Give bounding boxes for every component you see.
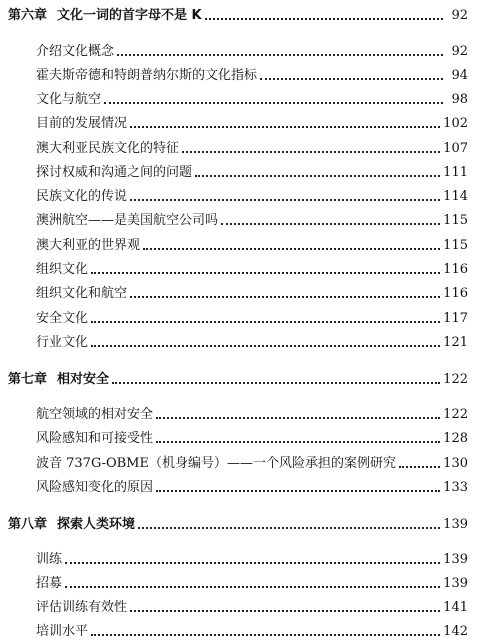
toc-entry (0, 452, 480, 472)
page-number: 117 (443, 311, 468, 326)
dot-leader (91, 307, 440, 323)
entry-title: 招募 (36, 576, 63, 591)
page-number: 139 (443, 576, 468, 591)
entry-title: 澳洲航空——是美国航空公司吗 (36, 213, 219, 228)
dot-leader (156, 427, 440, 443)
dot-leader (65, 572, 440, 588)
page-number: 92 (451, 8, 468, 23)
dot-leader (104, 88, 443, 104)
page-number: 141 (443, 600, 468, 615)
entry-title: 民族文化的传说 (36, 189, 128, 204)
toc-entry (0, 307, 480, 327)
dot-leader (156, 403, 440, 419)
page-number: 122 (443, 407, 468, 422)
toc-entry (0, 258, 480, 278)
toc-entry (0, 161, 480, 181)
chapter-name: 相对安全 (57, 372, 110, 387)
toc-entry (0, 476, 480, 496)
dot-leader (205, 4, 443, 20)
dot-leader (130, 596, 440, 612)
page-number: 92 (451, 44, 468, 59)
dot-leader (91, 258, 440, 274)
dot-leader (91, 620, 440, 636)
toc-entry (0, 403, 480, 423)
dot-leader (399, 452, 440, 468)
dot-leader (91, 331, 440, 347)
toc-entry (0, 548, 480, 568)
entry-title: 澳大利亚的世界观 (36, 238, 141, 253)
entry-title: 目前的发展情况 (36, 116, 128, 131)
chapter-heading (0, 513, 480, 533)
page-number: 94 (451, 68, 468, 83)
dot-leader (112, 368, 440, 384)
entry-title: 探讨权威和沟通之间的问题 (36, 165, 193, 180)
page-number: 142 (443, 624, 468, 639)
page-number: 98 (451, 92, 468, 107)
dot-leader (156, 476, 440, 492)
entry-title: 训练 (36, 552, 63, 567)
toc-entry (0, 427, 480, 447)
chapter-number: 第七章 (8, 372, 48, 387)
page-number: 121 (443, 335, 468, 350)
page-number: 102 (443, 116, 468, 131)
chapter-title (8, 372, 109, 388)
chapter-heading (0, 4, 480, 24)
entry-title: 行业文化 (36, 335, 89, 350)
entry-title: 澳大利亚民族文化的特征 (36, 141, 180, 156)
page-number: 115 (443, 213, 468, 228)
dot-leader (65, 548, 440, 564)
entry-title: 安全文化 (36, 311, 89, 326)
toc-entry (0, 88, 480, 108)
toc-entry (0, 596, 480, 616)
page-number: 115 (443, 238, 468, 253)
page-number: 116 (443, 286, 468, 301)
toc-entry (0, 185, 480, 205)
entry-title: 介绍文化概念 (36, 44, 115, 59)
chapter-number: 第六章 (8, 8, 48, 23)
toc-entry (0, 137, 480, 157)
entry-title: 航空领域的相对安全 (36, 407, 154, 422)
page-number: 114 (443, 189, 468, 204)
entry-title: 波音 737G-OBME（机身编号）——一个风险承担的案例研究 (36, 456, 396, 471)
toc-entry (0, 209, 480, 229)
toc-entry (0, 331, 480, 351)
page-number: 111 (443, 165, 468, 180)
toc-entry (0, 112, 480, 132)
toc-entry (0, 40, 480, 60)
page-number: 128 (443, 431, 468, 446)
chapter-title (8, 8, 202, 24)
chapter-name: 文化一词的首字母不是 K (57, 8, 202, 23)
toc-entry (0, 572, 480, 592)
chapter-number: 第八章 (8, 517, 48, 532)
dot-leader (130, 185, 440, 201)
dot-leader (138, 513, 440, 529)
entry-title: 培训水平 (36, 624, 89, 639)
dot-leader (182, 137, 440, 153)
toc-entry (0, 620, 480, 640)
dot-leader (195, 161, 440, 177)
entry-title: 组织文化 (36, 262, 89, 277)
entry-title: 评估训练有效性 (36, 600, 128, 615)
chapter-heading (0, 368, 480, 388)
page-number: 107 (443, 141, 468, 156)
dot-leader (260, 64, 443, 80)
page-number: 122 (443, 372, 468, 387)
page-number: 133 (443, 480, 468, 495)
dot-leader (130, 112, 440, 128)
dot-leader (130, 282, 440, 298)
entry-title: 风险感知和可接受性 (36, 431, 154, 446)
entry-title: 风险感知变化的原因 (36, 480, 154, 495)
toc-entry (0, 282, 480, 302)
entry-title: 文化与航空 (36, 92, 102, 107)
toc-entry (0, 234, 480, 254)
chapter-title (8, 517, 135, 533)
page-number: 139 (443, 552, 468, 567)
dot-leader (117, 40, 443, 56)
dot-leader (143, 234, 440, 250)
dot-leader (221, 209, 440, 225)
page-number: 130 (443, 456, 468, 471)
chapter-name: 探索人类环境 (57, 517, 136, 532)
page-number: 116 (443, 262, 468, 277)
entry-title: 霍夫斯帝德和特朗普纳尔斯的文化指标 (36, 68, 258, 83)
page-number: 139 (443, 517, 468, 532)
toc-entry (0, 64, 480, 84)
entry-title: 组织文化和航空 (36, 286, 128, 301)
